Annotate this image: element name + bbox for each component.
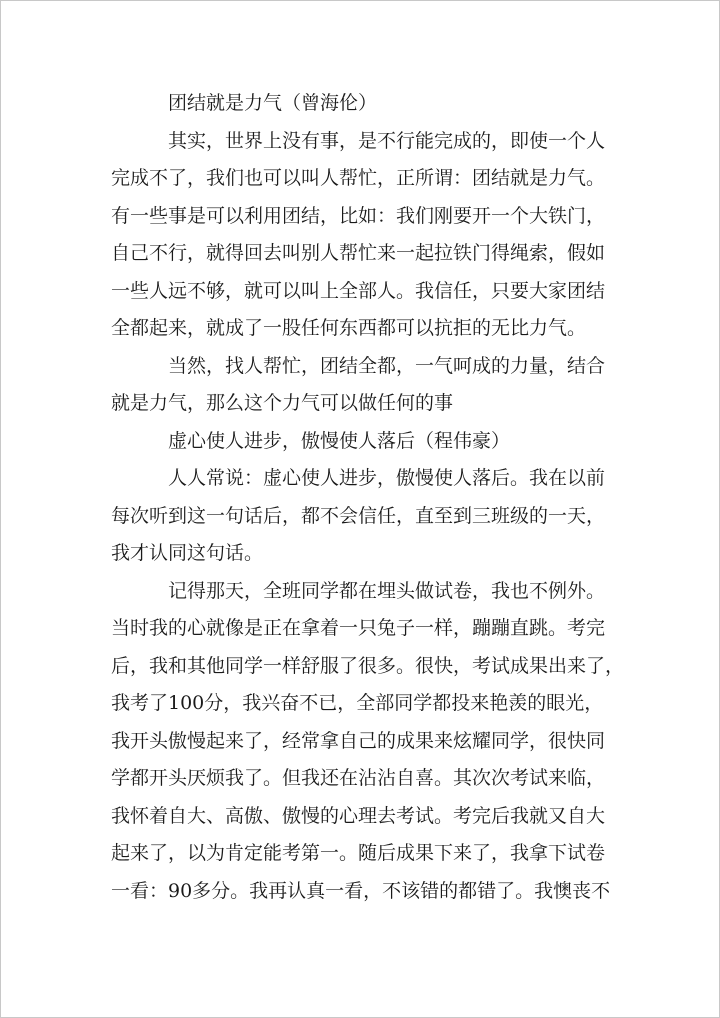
text-line: 人人常说：虚心使人进步，傲慢使人落后。我在以前 [168,467,606,489]
text-line: 一看：90多分。我再认真一看，不该错的都错了。我懊丧不 [111,879,611,902]
text-line: 全都起来，就成了一股任何东西都可以抗拒的无比力气。 [111,317,587,339]
paragraph [111,460,616,573]
text-line: 我才认同这句话。 [111,542,264,564]
text-line: 学都开头厌烦我了。但我还在沾沾自喜。其次次考试来临， [111,767,606,789]
text-line: 我考了100分，我兴奋不已，全部同学都投来艳羡的眼光， [111,692,604,714]
text-line: 我开头傲慢起来了，经常拿自己的成果来炫耀同学，很快同 [111,729,606,752]
section-title: 团结就是力气（曾海伦） [168,92,378,114]
text-line: 起来了，以为肯定能考第一。随后成果下来了，我拿下试卷 [111,842,606,864]
text-line: 就是力气，那么这个力气可以做任何的事 [111,392,454,414]
text-line: 我怀着自大、高傲、傲慢的心理去考试。考完后我就又自大 [111,804,606,827]
paragraph [111,348,616,423]
text-line: 其实，世界上没有事，是不行能完成的，即使一个人 [168,129,606,152]
text-line: 一些人远不够，就可以叫上全部人。我信任，只要大家团结 [111,279,606,302]
paragraph [111,573,625,911]
text-line: 当然，找人帮忙，团结全都，一气呵成的力量，结合 [168,354,606,377]
document-body [111,85,625,910]
paragraph [111,123,616,348]
text-line: 记得那天，全班同学都在埋头做试卷，我也不例外。 [168,579,606,602]
text-line: 有一些事是可以利用团结，比如：我们刚要开一个大铁门， [111,204,606,227]
text-line: 完成不了，我们也可以叫人帮忙，正所谓：团结就是力气。 [111,167,606,189]
text-line: 后，我和其他同学一样舒服了很多。很快，考试成果出来了， [111,654,625,677]
text-line: 每次听到这一句话后，都不会信任，直至到三班级的一天， [111,504,606,527]
text-line: 当时我的心就像是正在拿着一只兔子一样，蹦蹦直跳。考完 [111,617,606,639]
section-title: 虚心使人进步，傲慢使人落后（程伟豪） [168,429,511,452]
text-line: 自己不行，就得回去叫别人帮忙来一起拉铁门得绳索，假如 [111,242,606,264]
